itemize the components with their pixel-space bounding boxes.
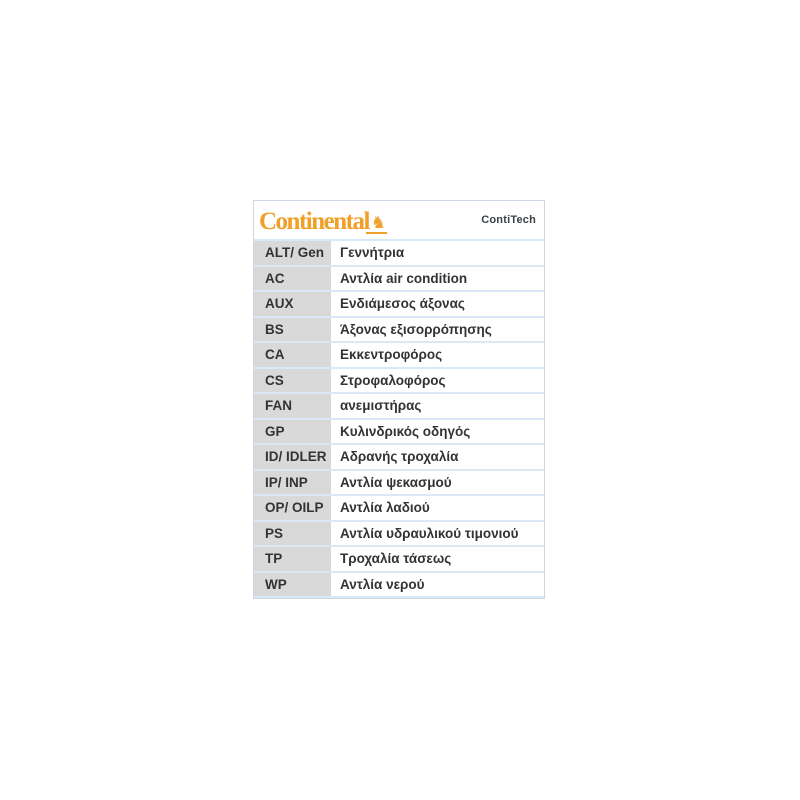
abbreviation-cell: CS	[254, 369, 331, 393]
abbreviation-table	[254, 241, 544, 598]
description-cell: Αδρανής τροχαλία	[340, 449, 459, 465]
table-row	[254, 471, 544, 497]
horse-baseline	[366, 207, 387, 234]
abbreviation-cell: FAN	[254, 394, 331, 418]
table-row	[254, 343, 544, 369]
abbreviation-cell: CA	[254, 343, 331, 367]
rearing-horse-icon: ♞	[370, 212, 387, 233]
description-cell: Γεννήτρια	[340, 245, 405, 261]
table-row	[254, 394, 544, 420]
description-cell: Ενδιάμεσος άξονας	[340, 296, 465, 312]
abbreviation-cell: OP/ OILP	[254, 496, 331, 520]
description-cell: Άξονας εξισορρόπησης	[340, 321, 492, 337]
table-row	[254, 241, 544, 267]
table-row	[254, 292, 544, 318]
abbreviation-cell: BS	[254, 318, 331, 342]
abbreviation-cell: PS	[254, 522, 331, 546]
table-row	[254, 369, 544, 395]
abbreviation-cell: GP	[254, 420, 331, 444]
abbreviation-cell: TP	[254, 547, 331, 571]
abbreviation-cell: ID/ IDLER	[254, 445, 331, 469]
brand-header	[254, 201, 544, 241]
abbreviation-cell: IP/ INP	[254, 471, 331, 495]
legend-card	[253, 200, 545, 599]
abbreviation-cell: AC	[254, 267, 331, 291]
description-cell: Τροχαλία τάσεως	[340, 551, 452, 567]
table-row	[254, 267, 544, 293]
table-row	[254, 573, 544, 599]
table-row	[254, 318, 544, 344]
description-cell: Αντλία ψεκασμού	[340, 474, 452, 490]
continental-wordmark: Continental	[259, 207, 369, 235]
abbreviation-cell: WP	[254, 573, 331, 597]
table-row	[254, 547, 544, 573]
table-row	[254, 445, 544, 471]
continental-logo	[259, 207, 387, 234]
description-cell: Στροφαλοφόρος	[340, 372, 446, 388]
table-row	[254, 522, 544, 548]
description-cell: Αντλία υδραυλικού τιμονιού	[340, 525, 519, 541]
table-row	[254, 420, 544, 446]
description-cell: Αντλία air condition	[340, 270, 468, 286]
table-row	[254, 496, 544, 522]
description-cell: Εκκεντροφόρος	[340, 347, 443, 363]
description-cell: Αντλία νερού	[340, 576, 425, 592]
description-cell: Αντλία λαδιού	[340, 500, 430, 516]
contitech-wordmark: ContiTech	[481, 214, 536, 226]
abbreviation-cell: AUX	[254, 292, 331, 316]
description-cell: Κυλινδρικός οδηγός	[340, 423, 471, 439]
abbreviation-cell: ALT/ Gen	[254, 241, 331, 265]
description-cell: ανεμιστήρας	[340, 398, 422, 414]
